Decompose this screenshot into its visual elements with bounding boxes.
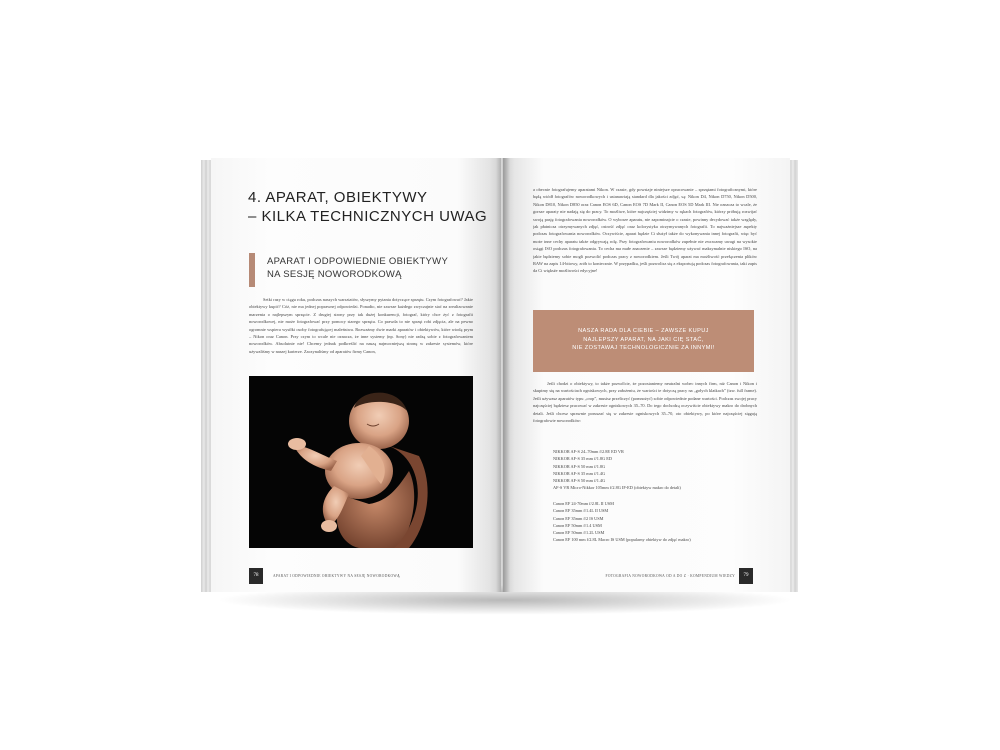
left-page — [211, 158, 501, 592]
list-item: Canon EF 24-70mm f/2.8L II USM — [553, 501, 614, 506]
nikon-lens-list — [553, 448, 681, 492]
chapter-title-line1: 4. APARAT, OBIEKTYWY — [248, 189, 428, 206]
footer-left: APARAT I ODPOWIEDNIE OBIEKTYWY NA SESJĘ NOWORODKOWĄ — [273, 574, 400, 578]
section-title-line2: NA SESJĘ NOWORODKOWĄ — [267, 269, 402, 280]
left-body-text: Setki razy w ciągu roku, podczas naszych warsztatów, słyszymy pytania dotyczące sprzętu. Czym fotografować? Jakie obiektywy kupić? Cóż, nie ma jednej poprawnej odpowiedzi. Ponadto, nie zawsze każdego zwyczajnie stać na zrealizowanie marzenia o najlepszym sprzęcie. Z drugiej strony przy tak dużej konkurencji, fotograf, który chce żyć z fotografii noworodkowej, nie może fotografować przy pomocy starego sprzętu. Co prawda to nie sprzęt robi zdjęcia, ale na pewno ogromnie wspiera wysiłki osoby fotografującej maleństwa. Rozważmy dwie marki aparatów i obiektywów, które wiodą prym – Nikon oraz Canon. Przy czym to wcale nie oznacza, że inne systemy (np. Sony) nie radzą sobie z fotografowaniem noworodków. Absolutnie nie! Chcemy jednak podkreślić na naszą najmocniejszą stronę w zakresie systemów, które używaliśmy w naszej karierze. Zaczynaliśmy od aparatów firmy Canon, — [249, 297, 473, 354]
list-item: Canon EF 100 mm f/2.8L Macro IS USM (popularny obiektyw do zdjęć makro) — [553, 537, 691, 543]
list-item: Canon EF 50mm f/1.4 USM — [553, 522, 602, 528]
section-heading — [249, 253, 475, 287]
section-title-line1: APARAT I ODPOWIEDNIE OBIEKTYWY — [267, 256, 449, 267]
right-body-text-2: Jeśli chodzi o obiektywy, to także pozwólcie, że pozostaniemy neutralni wobec innych firm, niż Canon i Nikon i skupimy się na wartościach ogniskowych, przy założeniu, że wartości te dotyczą pracy na „gołych klatkach” (tzw. full frame). Jeśli używasz aparatów typu „crop”, musisz przeliczyć (pomnożyć) sobie odpowiednie podane wartości. Podczas swojej pracy najczęściej będziesz pracować w zakresie ogniskowych 35–70. Do tego dochodzą oczywiście obiektywy makro do drobnych detali. Jeśli chcesz sprawnie poruszać się w zakresie ogniskowych 35–70, oto obiektywy, po które najczęściej sięgają fotografowie noworodków: — [533, 381, 757, 424]
advice-callout — [533, 310, 754, 372]
page-number-right: 79 — [739, 568, 753, 584]
chapter-title — [248, 188, 488, 226]
list-item: Canon EF 35mm f/2 IS USM — [553, 515, 604, 521]
chapter-title-line2: – KILKA TECHNICZNYCH UWAG — [248, 208, 488, 225]
newborn-illustration — [249, 376, 473, 548]
right-page — [503, 158, 790, 592]
book-gutter — [496, 158, 510, 592]
right-body-text-1: a obecnie fotografujemy aparatami Nikon. W czasie, gdy powstaje niniejsze opracowanie – sprzętami fotograficznymi, które będą wiódł fotografów noworodkowych i ustanawiają standard dla jakości zdjęć, są: Nikon D4, Nikon D750, Nikon D500, Nikon D810, Nikon D850 oraz Canon EOS 6D, Canon EOS 7D Mark II, Canon EOS 5D Mark III. Nie oznacza to wcale, że gorsze aparaty nie nadają się do pracy. To możliwe, które najczęściej widzimy w rękach fotografów, którzy próbują rozwijać swoją pasję fotografowania noworodków. O wyborze aparatu, nie zapominajcie o czasie, powinny decydować także względy, jak płatnicza otrzymywanych zdjęć, ostrość zdjęć oraz kolorystyka otrzymywanych fotografii. To najważniejsze aspekty podczas fotografowania noworodków. Oczywiście, aparat będzie Ci służył także do wykonywania innej fotografii, więc być może inne cechy aparatu także odgrywają rolę. Przy fotografowaniu noworodków zupełnie nie zwracamy uwagi na wysokie osiągi ISO podczas fotografowania. To cecha ma małe znaczenie – zawsze będziemy używać maksymalnie niskiego ISO, na jakie będziemy sobie mogli pozwolić podczas pracy z noworodkiem. Jeśli Twój aparat ma możliwość przełączenia plików RAW na zapis 14-bitowy, zrób to koniecznie. W przypadku, jeśli pozwolisz się z eksportują podczas fotografowania, taki zapis da Ci więksźe możliwości edycyjne! — [533, 187, 757, 274]
list-item: Canon EF 35mm f/1.4L II USM — [553, 508, 609, 514]
footer-right: FOTOGRAFIA NOWORODKOWA OD A DO Z · KOMPENDIUM WIEDZY — [605, 574, 735, 578]
list-item: NIKKOR AF-S 35 mm f/1.4G — [553, 470, 606, 476]
list-item: AF-S VR Micro-Nikkor 105mm f/2.8G IF-ED (obiektyw makro do detali) — [553, 485, 681, 491]
section-title — [267, 255, 467, 281]
page-number-left: 78 — [249, 568, 263, 584]
list-item: NIKKOR AF-S 50 mm f/1.8G — [553, 463, 606, 469]
list-item: NIKKOR AF-S 50 mm f/1.4G — [553, 478, 606, 484]
list-item: NIKKOR AF-S 24–70mm f/2.8E ED VR — [553, 449, 624, 454]
list-item: NIKKOR AF-S 35 mm f/1.8G ED — [553, 456, 612, 462]
callout-line3: NIE ZOSTAWAJ TECHNOLOGICZNIE ZA INNYMI! — [572, 345, 715, 352]
callout-line1: NASZA RADA DLA CIEBIE – ZAWSZE KUPUJ — [578, 328, 709, 334]
list-item: Canon EF 50mm f/1.2L USM — [553, 530, 605, 536]
callout-line2: NAJLEPSZY APARAT, NA JAKI CIĘ STAĆ, — [583, 336, 704, 343]
canon-lens-list — [553, 500, 691, 544]
newborn-photo — [249, 376, 473, 548]
